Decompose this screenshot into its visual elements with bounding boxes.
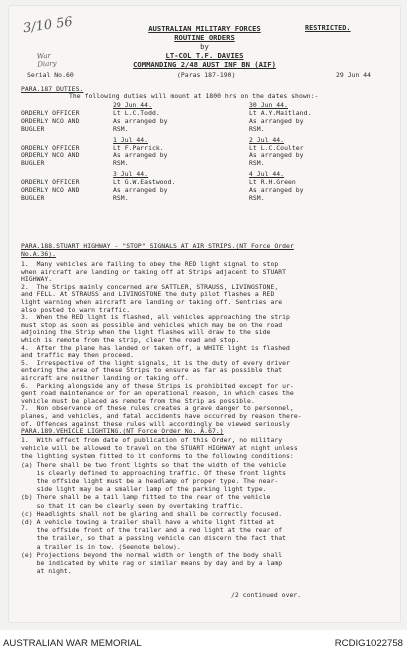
duty-label: ORDERLY OFFICER — [21, 178, 80, 187]
duty-col2: RSM. — [249, 159, 265, 168]
footer-reference-id: RCDIG1022758 — [334, 638, 403, 649]
duty-col1: 1 Jul 44. — [113, 135, 149, 144]
duty-col1: As arranged by — [113, 116, 168, 125]
para189-line: the trailer, so that a passing vehicle can discern the fact that — [21, 534, 287, 543]
duty-col2: 4 Jul 44. — [249, 170, 285, 179]
duty-col1: RSM. — [113, 159, 129, 168]
duty-col2: Lt R.H.Green — [249, 178, 296, 187]
duty-col1: Lt G.W.Eastwood. — [113, 178, 176, 187]
duty-label: ORDERLY OFFICER — [21, 143, 80, 152]
duty-col1: As arranged by — [113, 151, 168, 160]
handwritten-note-line1: War — [36, 51, 52, 61]
duty-label: ORDERLY OFFICER — [21, 108, 80, 117]
para188-line: 7. Non observance of these rules creates a grave danger to personnel, — [21, 404, 294, 413]
duty-col2: 30 Jun 44. — [249, 101, 288, 109]
para189-line: 1. With effect from date of publication of this Order, no military — [21, 436, 283, 444]
duty-col1: RSM. — [113, 124, 129, 133]
para189-line: (a) There shall be two front lights so that the width of the vehicle — [21, 460, 287, 469]
para189-line: the lighting system fitted to it conforms to the following conditions: — [21, 452, 294, 461]
para189-line: vehicle will be allowed to travel on the STUART HIGHWAY at night unless — [21, 444, 298, 453]
para188-line: of. Offences against these rules will accordingly be viewed seriously — [21, 419, 290, 428]
para188-line: 6. Parking alongside any of these Strips is prohibited except for ur- — [21, 381, 294, 390]
duty-label: ORDERLY NCO AND — [21, 116, 80, 125]
para189-line: the offside front of the trailer and a red light at the rear of — [21, 526, 283, 535]
para189-line: the offside light must be a headlamp of proper type. The near- — [21, 477, 279, 485]
para188-line: 1. Many vehicles are failing to obey the RED light signal to stop — [21, 260, 279, 268]
para188-line: 3. When the RED light is flashed, all vehicles approaching the strip — [21, 313, 290, 322]
duty-col1: As arranged by — [113, 186, 168, 194]
handwritten-note-line2: Diary — [37, 59, 57, 69]
duty-col2: RSM. — [249, 193, 265, 202]
para189-line: be indicated by white rag or similar means by day and by a lamp — [21, 559, 283, 567]
para188-line: planes, and vehicles, and fatal accidents have occurred by reason there- — [21, 412, 302, 420]
para189-heading: PARA.189.VEHICLE LIGHTING.(NT Force Order No. A.67.) — [21, 427, 224, 435]
command-line: COMMANDING 2/48 AUST INF BN (AIF) — [133, 60, 276, 69]
para189-line: (b) There shall be a tail lamp fitted to the rear of the vehicle — [21, 493, 271, 502]
para188-line: HIGHWAY. — [21, 275, 53, 284]
orders-title: ROUTINE ORDERS — [174, 33, 235, 42]
duty-label: BUGLER — [21, 124, 45, 133]
para188-heading: PARA.188.STUART HIGHWAY - "STOP" SIGNALS AT AIR STRIPS.(NT Force Order — [21, 242, 294, 250]
para189-line: (c) Headlights shall not be glaring and shall be correctly focused. — [21, 509, 283, 518]
para188-line: must stop as soon as possible and vehicles which may be on the road — [21, 320, 283, 329]
duty-col2: Lt L.C.Coulter — [249, 143, 304, 152]
duty-label: ORDERLY NCO AND — [21, 151, 80, 160]
org-heading: AUSTRALIAN MILITARY FORCES — [148, 24, 261, 33]
commander-name: LT-COL T.F. DAVIES — [165, 51, 244, 60]
document-page — [9, 6, 400, 622]
para188-line: which is remote from the strip, clear the road and stop. — [21, 336, 240, 344]
duty-col2: As arranged by — [249, 151, 304, 160]
para188-line: light warning when aircraft are landing or taking off. Sentries are — [21, 298, 283, 306]
para188-line: 5. Irrespective of the light signals, it is the duty of every driver — [21, 358, 290, 367]
duty-col1: 29 Jun 44. — [113, 101, 152, 109]
para189-line: a trailer is in tow. (Seenote below). — [21, 542, 181, 551]
duty-col1: RSM. — [113, 193, 129, 202]
duty-col2: RSM. — [249, 124, 265, 133]
para188-line: and traffic may then proceed. — [21, 351, 135, 360]
serial-number: Serial No.60 — [27, 71, 74, 79]
para188-line: adjoining the Strip when the light flashes will draw to the side — [21, 328, 271, 337]
duty-label: BUGLER — [21, 193, 45, 202]
para189-line: is clearly defined to approaching traffic. Of these front lights — [21, 468, 287, 477]
footer-institution: AUSTRALIAN WAR MEMORIAL — [3, 638, 142, 649]
duty-col2: As arranged by — [249, 116, 304, 125]
para189-line: side light may be a smaller lamp of the parking light type. — [21, 485, 267, 494]
duty-col2: 2 Jul 44. — [249, 135, 285, 144]
para-range: (Paras 187-190) — [177, 71, 236, 79]
duty-col1: Lt L.C.Todd. — [113, 108, 160, 117]
para188-line: entering the area of these Strips to ensure as far as possible that — [21, 366, 283, 375]
duty-label: BUGLER — [21, 159, 45, 168]
para188-line: 2. The Strips mainly concerned are SATTLER, STRAUSS, LIVINGSTONE, — [21, 282, 279, 291]
para189-line: (d) A vehicle towing a trailer shall have a white light fitted at — [21, 518, 275, 526]
duty-col1: 3 Jul 44. — [113, 170, 149, 179]
duty-col1: Lt F.Parrick. — [113, 143, 164, 152]
handwritten-reference: 3/10 56 — [22, 14, 74, 37]
para189-line: so that it can be clearly seen by overtaking traffic. — [21, 501, 244, 510]
para188-line: 4. After the plane has landed or taken off, a WHITE light is flashed — [21, 343, 290, 352]
para187-heading: PARA.187 DUTIES. — [21, 85, 84, 93]
by-line: by — [200, 42, 209, 51]
classification: RESTRICTED. — [305, 24, 351, 32]
duty-col2: As arranged by — [249, 186, 304, 194]
para187-intro: The following duties will mount at 1800 hrs on the dates shown:- — [69, 92, 319, 100]
para188-line: when aircraft are landing or taking off at Strips adjacent to STUART — [21, 267, 287, 276]
duty-label: ORDERLY NCO AND — [21, 186, 80, 194]
para188-heading-cont: No.A.36). — [21, 250, 57, 258]
para189-line: (e) Projections beyond the normal width or length of the body shall — [21, 550, 283, 559]
duty-col2: Lt A.Y.Maitland. — [249, 108, 312, 117]
para189-line: at night. — [21, 567, 72, 576]
para188-line: and FELL. At STRAUSS and LIVINGSTONE the duty pilot flashes a RED — [21, 290, 275, 299]
archive-footer — [0, 630, 407, 654]
para188-line: aircraft are neither landing or taking off. — [21, 374, 189, 382]
para188-line: also posted to warn traffic. — [21, 305, 131, 314]
continued-note: /2 continued over. — [231, 591, 302, 599]
order-date: 29 Jun 44 — [336, 71, 372, 79]
para188-line: vehicle must be placed as remote from the Strip as possible. — [21, 396, 255, 405]
para188-line: gent road maintenance or for an operational reason, in which cases the — [21, 389, 294, 398]
